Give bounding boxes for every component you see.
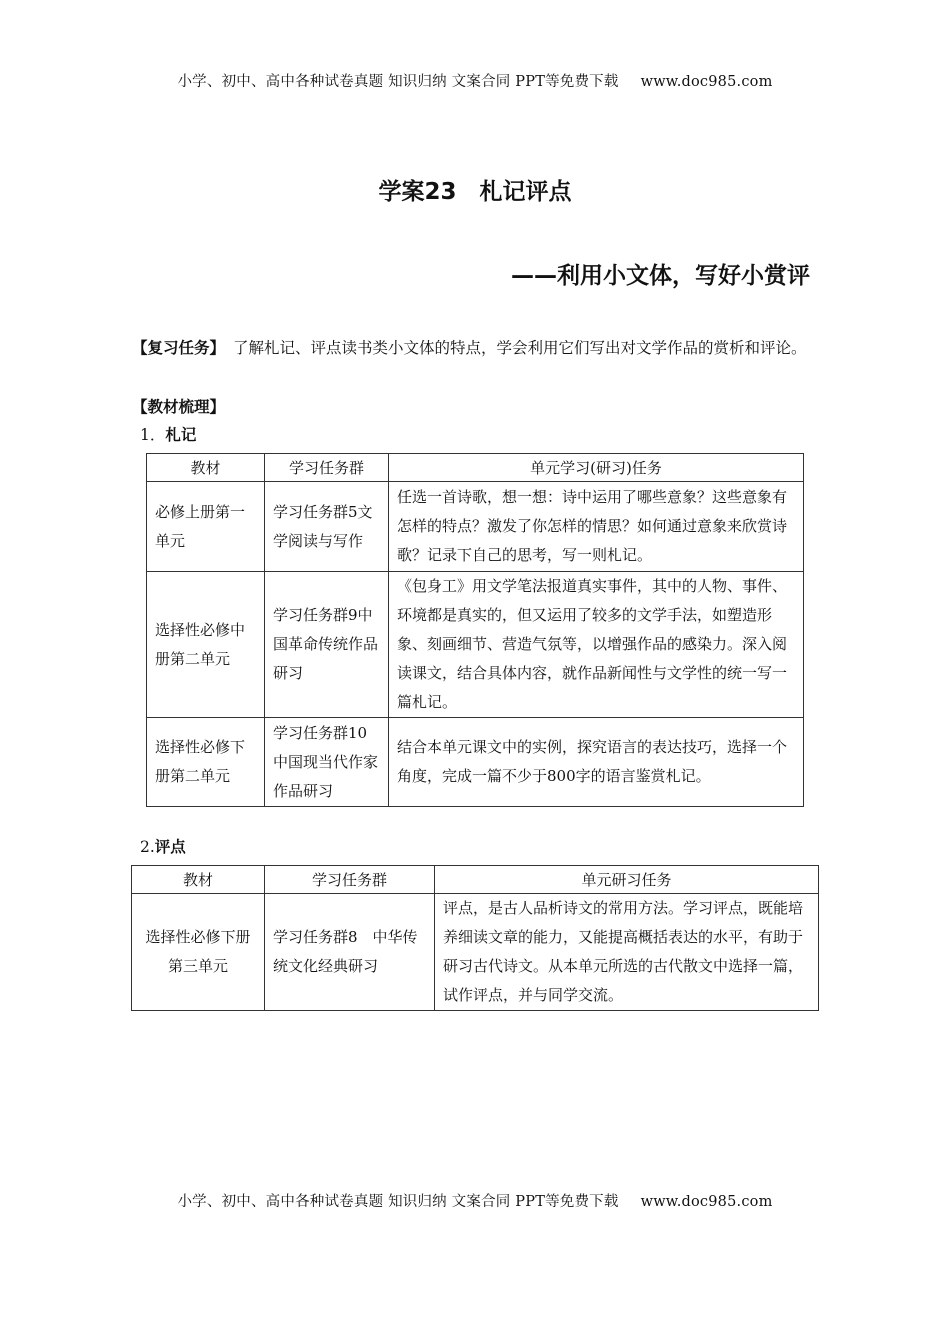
table-cell: 学习任务群5文学阅读与写作 xyxy=(265,482,389,572)
notes-table xyxy=(146,453,804,807)
page-subtitle: ——利用小文体，写好小赏评 xyxy=(511,263,810,289)
table-cell: 学习任务群8 中华传统文化经典研习 xyxy=(265,894,435,1011)
section1-title: 札记 xyxy=(165,426,197,444)
table-cell: 任选一首诗歌，想一想：诗中运用了哪些意象？这些意象有怎样的特点？激发了你怎样的情思？如何通过意象来欣赏诗歌？记录下自己的思考，写一则札记。 xyxy=(389,482,804,572)
table-row xyxy=(147,482,804,572)
section2-heading xyxy=(140,835,186,857)
footer-url[interactable]: www.doc985.com xyxy=(640,1194,773,1210)
review-task-label: 【复习任务】 xyxy=(132,339,226,357)
header-cell: 教材 xyxy=(147,454,265,482)
header-cell: 单元学习(研习)任务 xyxy=(389,454,804,482)
header-cell: 学习任务群 xyxy=(265,454,389,482)
footer-text: 小学、初中、高中各种试卷真题 知识归纳 文案合同 PPT等免费下载 xyxy=(177,1194,619,1210)
table-row xyxy=(147,718,804,807)
page-footer xyxy=(0,1190,950,1211)
section2-num: 2. xyxy=(140,838,155,856)
table-header-row xyxy=(132,866,819,894)
header-text: 小学、初中、高中各种试卷真题 知识归纳 文案合同 PPT等免费下载 xyxy=(177,74,619,90)
table-header-row xyxy=(147,454,804,482)
table-cell: 评点，是古人品析诗文的常用方法。学习评点，既能培养细读文章的能力，又能提高概括表达的水平，有助于研习古代诗文。从本单元所选的古代散文中选择一篇，试作评点，并与同学交流。 xyxy=(435,894,819,1011)
review-task-text: 了解札记、评点读书类小文体的特点，学会利用它们写出对文学作品的赏析和评论。 xyxy=(233,339,807,357)
table-row xyxy=(132,894,819,1011)
table-cell: 必修上册第一单元 xyxy=(147,482,265,572)
header-cell: 教材 xyxy=(132,866,265,894)
review-task xyxy=(132,334,822,362)
table-cell: 选择性必修下册第二单元 xyxy=(147,718,265,807)
page-header xyxy=(0,70,950,91)
commentary-table xyxy=(131,865,819,1011)
table-cell: 学习任务群9中国革命传统作品研习 xyxy=(265,572,389,718)
table-row xyxy=(147,572,804,718)
table-cell: 选择性必修下册第三单元 xyxy=(132,894,265,1011)
header-cell: 单元研习任务 xyxy=(435,866,819,894)
table-cell: 《包身工》用文学笔法报道真实事件，其中的人物、事件、环境都是真实的，但又运用了较多的文学手法，如塑造形象、刻画细节、营造气氛等，以增强作品的感染力。深入阅读课文，结合具体内容，就作品新闻性与文学性的统一写一篇札记。 xyxy=(389,572,804,718)
table-cell: 学习任务群10中国现当代作家作品研习 xyxy=(265,718,389,807)
section2-title: 评点 xyxy=(154,838,186,856)
header-cell: 学习任务群 xyxy=(265,866,435,894)
table-cell: 选择性必修中册第二单元 xyxy=(147,572,265,718)
textbook-section-heading: 【教材梳理】 xyxy=(132,398,226,416)
section1-num: 1． xyxy=(140,426,166,444)
page-title: 学案23 札记评点 xyxy=(378,179,572,205)
section1-heading xyxy=(140,423,196,445)
header-url[interactable]: www.doc985.com xyxy=(640,74,773,90)
table-cell: 结合本单元课文中的实例，探究语言的表达技巧，选择一个角度，完成一篇不少于800字的语言鉴赏札记。 xyxy=(389,718,804,807)
